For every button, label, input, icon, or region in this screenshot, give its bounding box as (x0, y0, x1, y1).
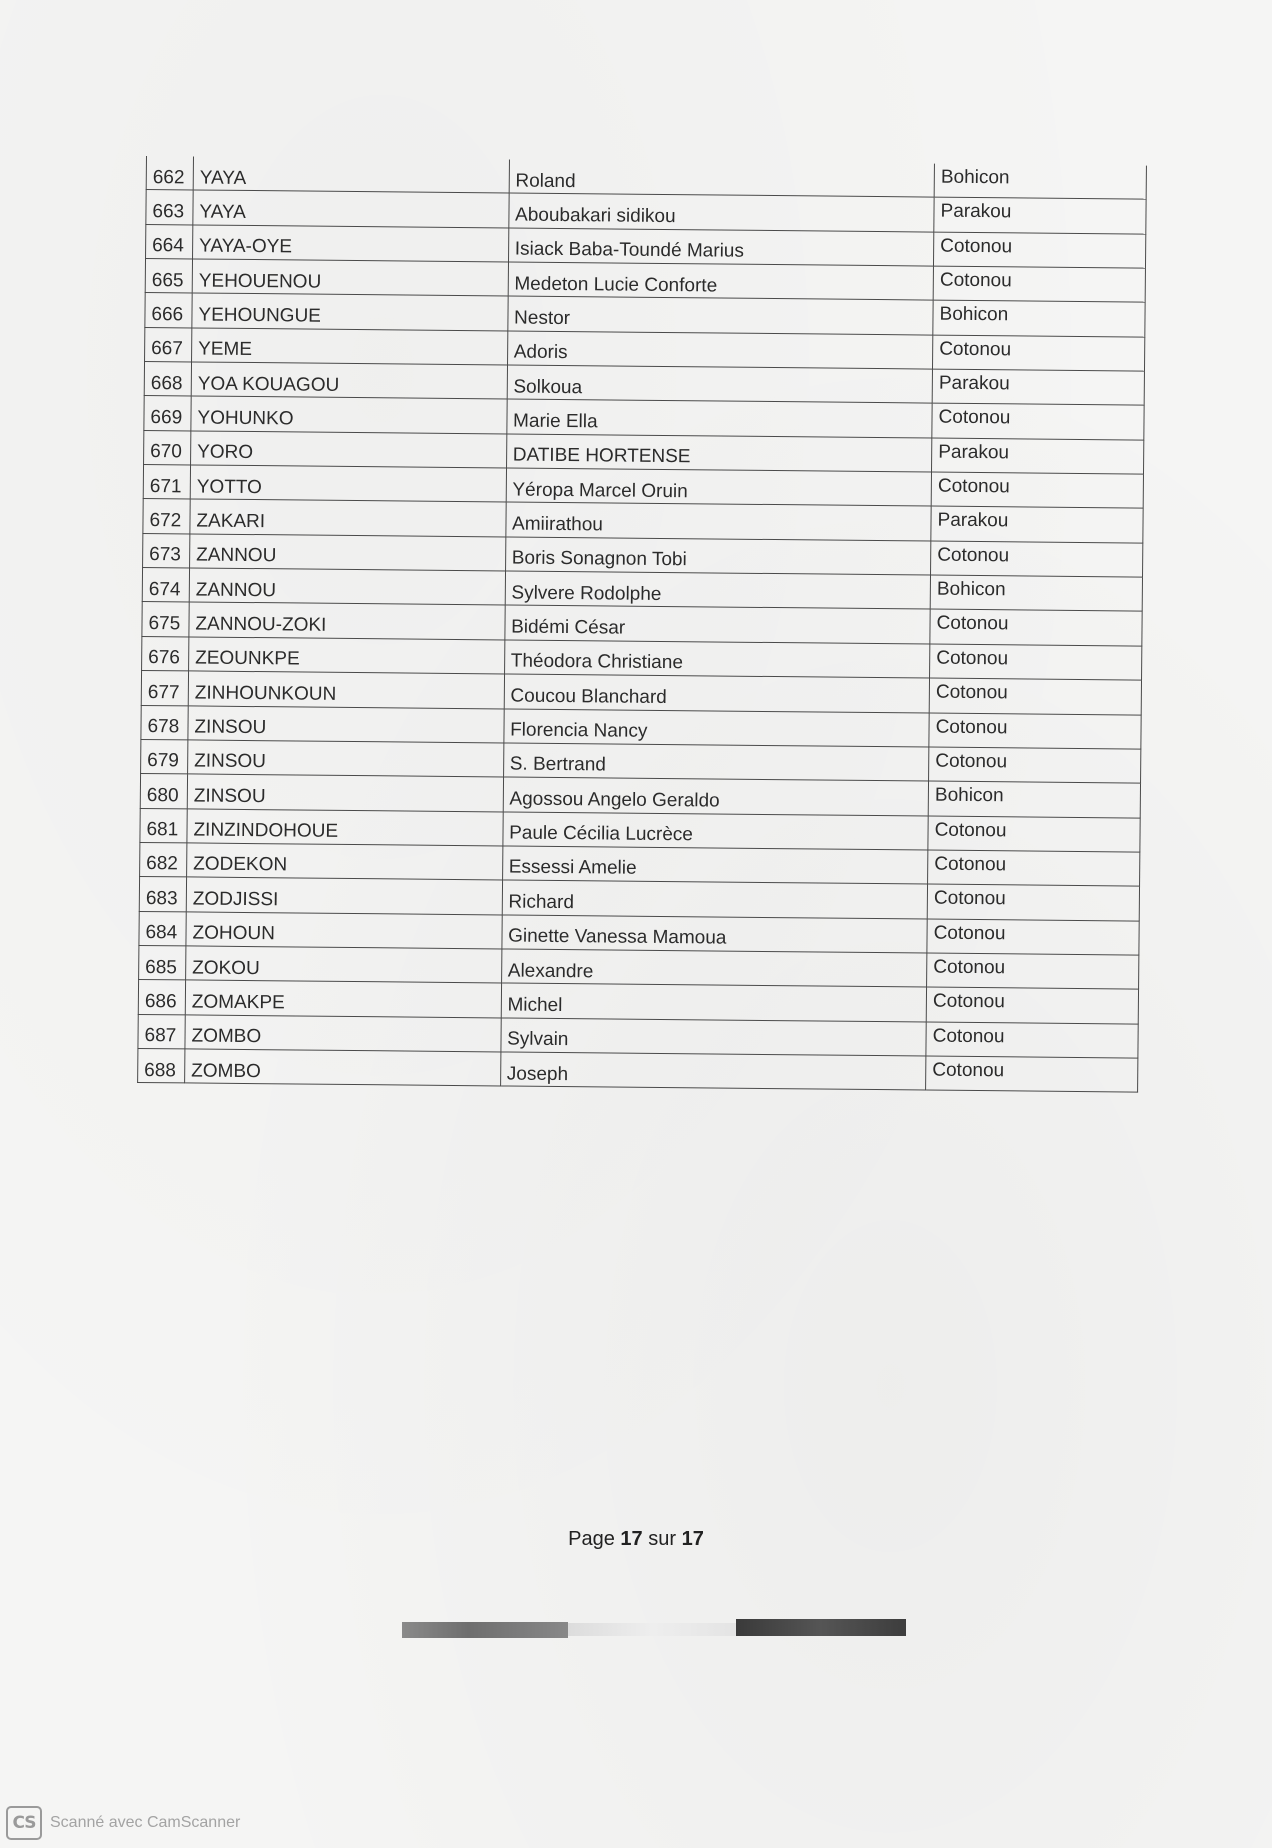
last-name-cell: ZOKOU (186, 946, 502, 983)
last-name-cell: ZOMBO (185, 1049, 501, 1086)
row-number: 688 (138, 1048, 185, 1083)
row-number: 680 (140, 774, 187, 809)
page-number (0, 1528, 1272, 1551)
watermark-text: Scanné avec CamScanner (50, 1814, 241, 1831)
city-cell: Cotonou (928, 816, 1140, 852)
city-cell: Parakou (931, 506, 1143, 542)
camscanner-logo-icon: CS (6, 1806, 42, 1840)
city-cell: Bohicon (934, 164, 1146, 200)
first-name-cell: Medeton Lucie Conforte (508, 262, 934, 300)
first-name-cell: Alexandre (501, 949, 927, 987)
first-name-cell: Marie Ella (506, 399, 932, 437)
city-cell: Cotonou (931, 472, 1143, 508)
last-name-cell: YOTTO (190, 465, 506, 502)
last-name-cell: YOHUNKO (191, 396, 507, 433)
city-cell: Cotonou (926, 987, 1138, 1023)
city-cell: Cotonou (927, 884, 1139, 920)
row-number: 678 (141, 705, 188, 740)
row-number: 674 (142, 568, 189, 603)
last-name-cell: YEHOUNGUE (192, 293, 508, 330)
first-name-cell: Sylvere Rodolphe (505, 571, 931, 609)
camscanner-watermark (6, 1806, 240, 1840)
last-name-cell: YOA KOUAGOU (191, 362, 507, 399)
row-number: 676 (142, 636, 189, 671)
city-cell: Cotonou (928, 850, 1140, 886)
city-cell: Bohicon (928, 781, 1140, 817)
city-cell: Cotonou (926, 1022, 1138, 1058)
city-cell: Cotonou (933, 335, 1145, 371)
row-number: 675 (142, 602, 189, 637)
row-number: 663 (146, 190, 193, 225)
row-number: 671 (143, 465, 190, 500)
city-cell: Cotonou (932, 403, 1144, 439)
last-name-cell: YAYA (193, 190, 509, 227)
redaction-bar-right (736, 1619, 906, 1636)
row-number: 664 (146, 224, 193, 259)
city-cell: Bohicon (933, 300, 1145, 336)
row-number: 666 (145, 293, 192, 328)
last-name-cell: YAYA-OYE (192, 225, 508, 262)
last-name-cell: ZEOUNKPE (189, 637, 505, 674)
last-name-cell: ZINZINDOHOUE (187, 808, 503, 845)
city-cell: Parakou (934, 197, 1146, 233)
city-cell: Cotonou (929, 678, 1141, 714)
first-name-cell: Boris Sonagnon Tobi (505, 537, 931, 575)
first-name-cell: Sylvain (501, 1018, 927, 1056)
city-cell: Cotonou (930, 610, 1142, 646)
row-number: 684 (139, 911, 186, 946)
row-number: 668 (144, 362, 191, 397)
row-number: 672 (143, 499, 190, 534)
first-name-cell: Agossou Angelo Geraldo (503, 777, 929, 815)
first-name-cell: Adoris (507, 331, 933, 369)
city-cell: Bohicon (930, 575, 1142, 611)
row-number: 677 (141, 671, 188, 706)
row-number: 662 (146, 156, 193, 190)
first-name-cell: Essessi Amelie (502, 846, 928, 884)
first-name-cell: Isiack Baba-Toundé Marius (508, 228, 934, 266)
first-name-cell: S. Bertrand (503, 743, 929, 781)
last-name-cell: ZINSOU (188, 740, 504, 777)
last-name-cell: ZANNOU-ZOKI (189, 602, 505, 639)
first-name-cell: Yéropa Marcel Oruin (506, 468, 932, 506)
last-name-cell: YORO (191, 431, 507, 468)
last-name-cell: ZODJISSI (186, 877, 502, 914)
of-label: sur (648, 1528, 677, 1550)
last-name-cell: YEME (191, 328, 507, 365)
current-page: 17 (620, 1528, 643, 1550)
row-number: 667 (145, 327, 192, 362)
last-name-cell: ZOHOUN (186, 911, 502, 948)
city-cell: Cotonou (927, 919, 1139, 955)
last-name-cell: YAYA (193, 156, 509, 193)
first-name-cell: DATIBE HORTENSE (506, 434, 932, 472)
city-cell: Cotonou (927, 953, 1139, 989)
last-name-cell: ZANNOU (190, 534, 506, 571)
first-name-cell: Théodora Christiane (504, 640, 930, 678)
first-name-cell: Florencia Nancy (504, 708, 930, 746)
city-cell: Cotonou (931, 541, 1143, 577)
total-pages: 17 (681, 1528, 704, 1550)
city-cell: Cotonou (934, 232, 1146, 268)
first-name-cell: Richard (502, 880, 928, 918)
redaction-bar-middle (568, 1623, 736, 1636)
city-cell: Cotonou (929, 713, 1141, 749)
row-number: 670 (144, 430, 191, 465)
first-name-cell: Amiirathou (505, 502, 931, 540)
first-name-cell: Michel (501, 983, 927, 1021)
last-name-cell: ZAKARI (190, 499, 506, 536)
row-number: 687 (138, 1014, 185, 1049)
city-cell: Parakou (932, 369, 1144, 405)
row-number: 682 (140, 842, 187, 877)
city-cell: Cotonou (933, 266, 1145, 302)
last-name-cell: ZANNOU (189, 568, 505, 605)
city-cell: Cotonou (929, 747, 1141, 783)
first-name-cell: Coucou Blanchard (504, 674, 930, 712)
row-number: 683 (139, 877, 186, 912)
page-label: Page (568, 1528, 615, 1550)
last-name-cell: ZINSOU (187, 774, 503, 811)
first-name-cell: Bidémi César (504, 605, 930, 643)
row-number: 665 (145, 259, 192, 294)
first-name-cell: Ginette Vanessa Mamoua (502, 915, 928, 953)
first-name-cell: Solkoua (507, 365, 933, 403)
roster-table (137, 156, 1147, 1093)
first-name-cell: Roland (509, 159, 935, 197)
city-cell: Parakou (932, 438, 1144, 474)
row-number: 686 (138, 980, 185, 1015)
first-name-cell: Aboubakari sidikou (508, 193, 934, 231)
last-name-cell: ZINSOU (188, 705, 504, 742)
first-name-cell: Joseph (500, 1052, 926, 1090)
row-number: 685 (139, 945, 186, 980)
row-number: 669 (144, 396, 191, 431)
first-name-cell: Nestor (507, 296, 933, 334)
first-name-cell: Paule Cécilia Lucrèce (503, 811, 929, 849)
row-number: 681 (140, 808, 187, 843)
roster-table-body (138, 156, 1147, 1092)
row-number: 679 (141, 739, 188, 774)
last-name-cell: YEHOUENOU (192, 259, 508, 296)
last-name-cell: ZINHOUNKOUN (188, 671, 504, 708)
last-name-cell: ZOMAKPE (185, 980, 501, 1017)
last-name-cell: ZODEKON (187, 843, 503, 880)
last-name-cell: ZOMBO (185, 1015, 501, 1052)
city-cell: Cotonou (926, 1056, 1138, 1092)
row-number: 673 (143, 533, 190, 568)
city-cell: Cotonou (930, 644, 1142, 680)
redaction-bar-left (402, 1622, 568, 1638)
